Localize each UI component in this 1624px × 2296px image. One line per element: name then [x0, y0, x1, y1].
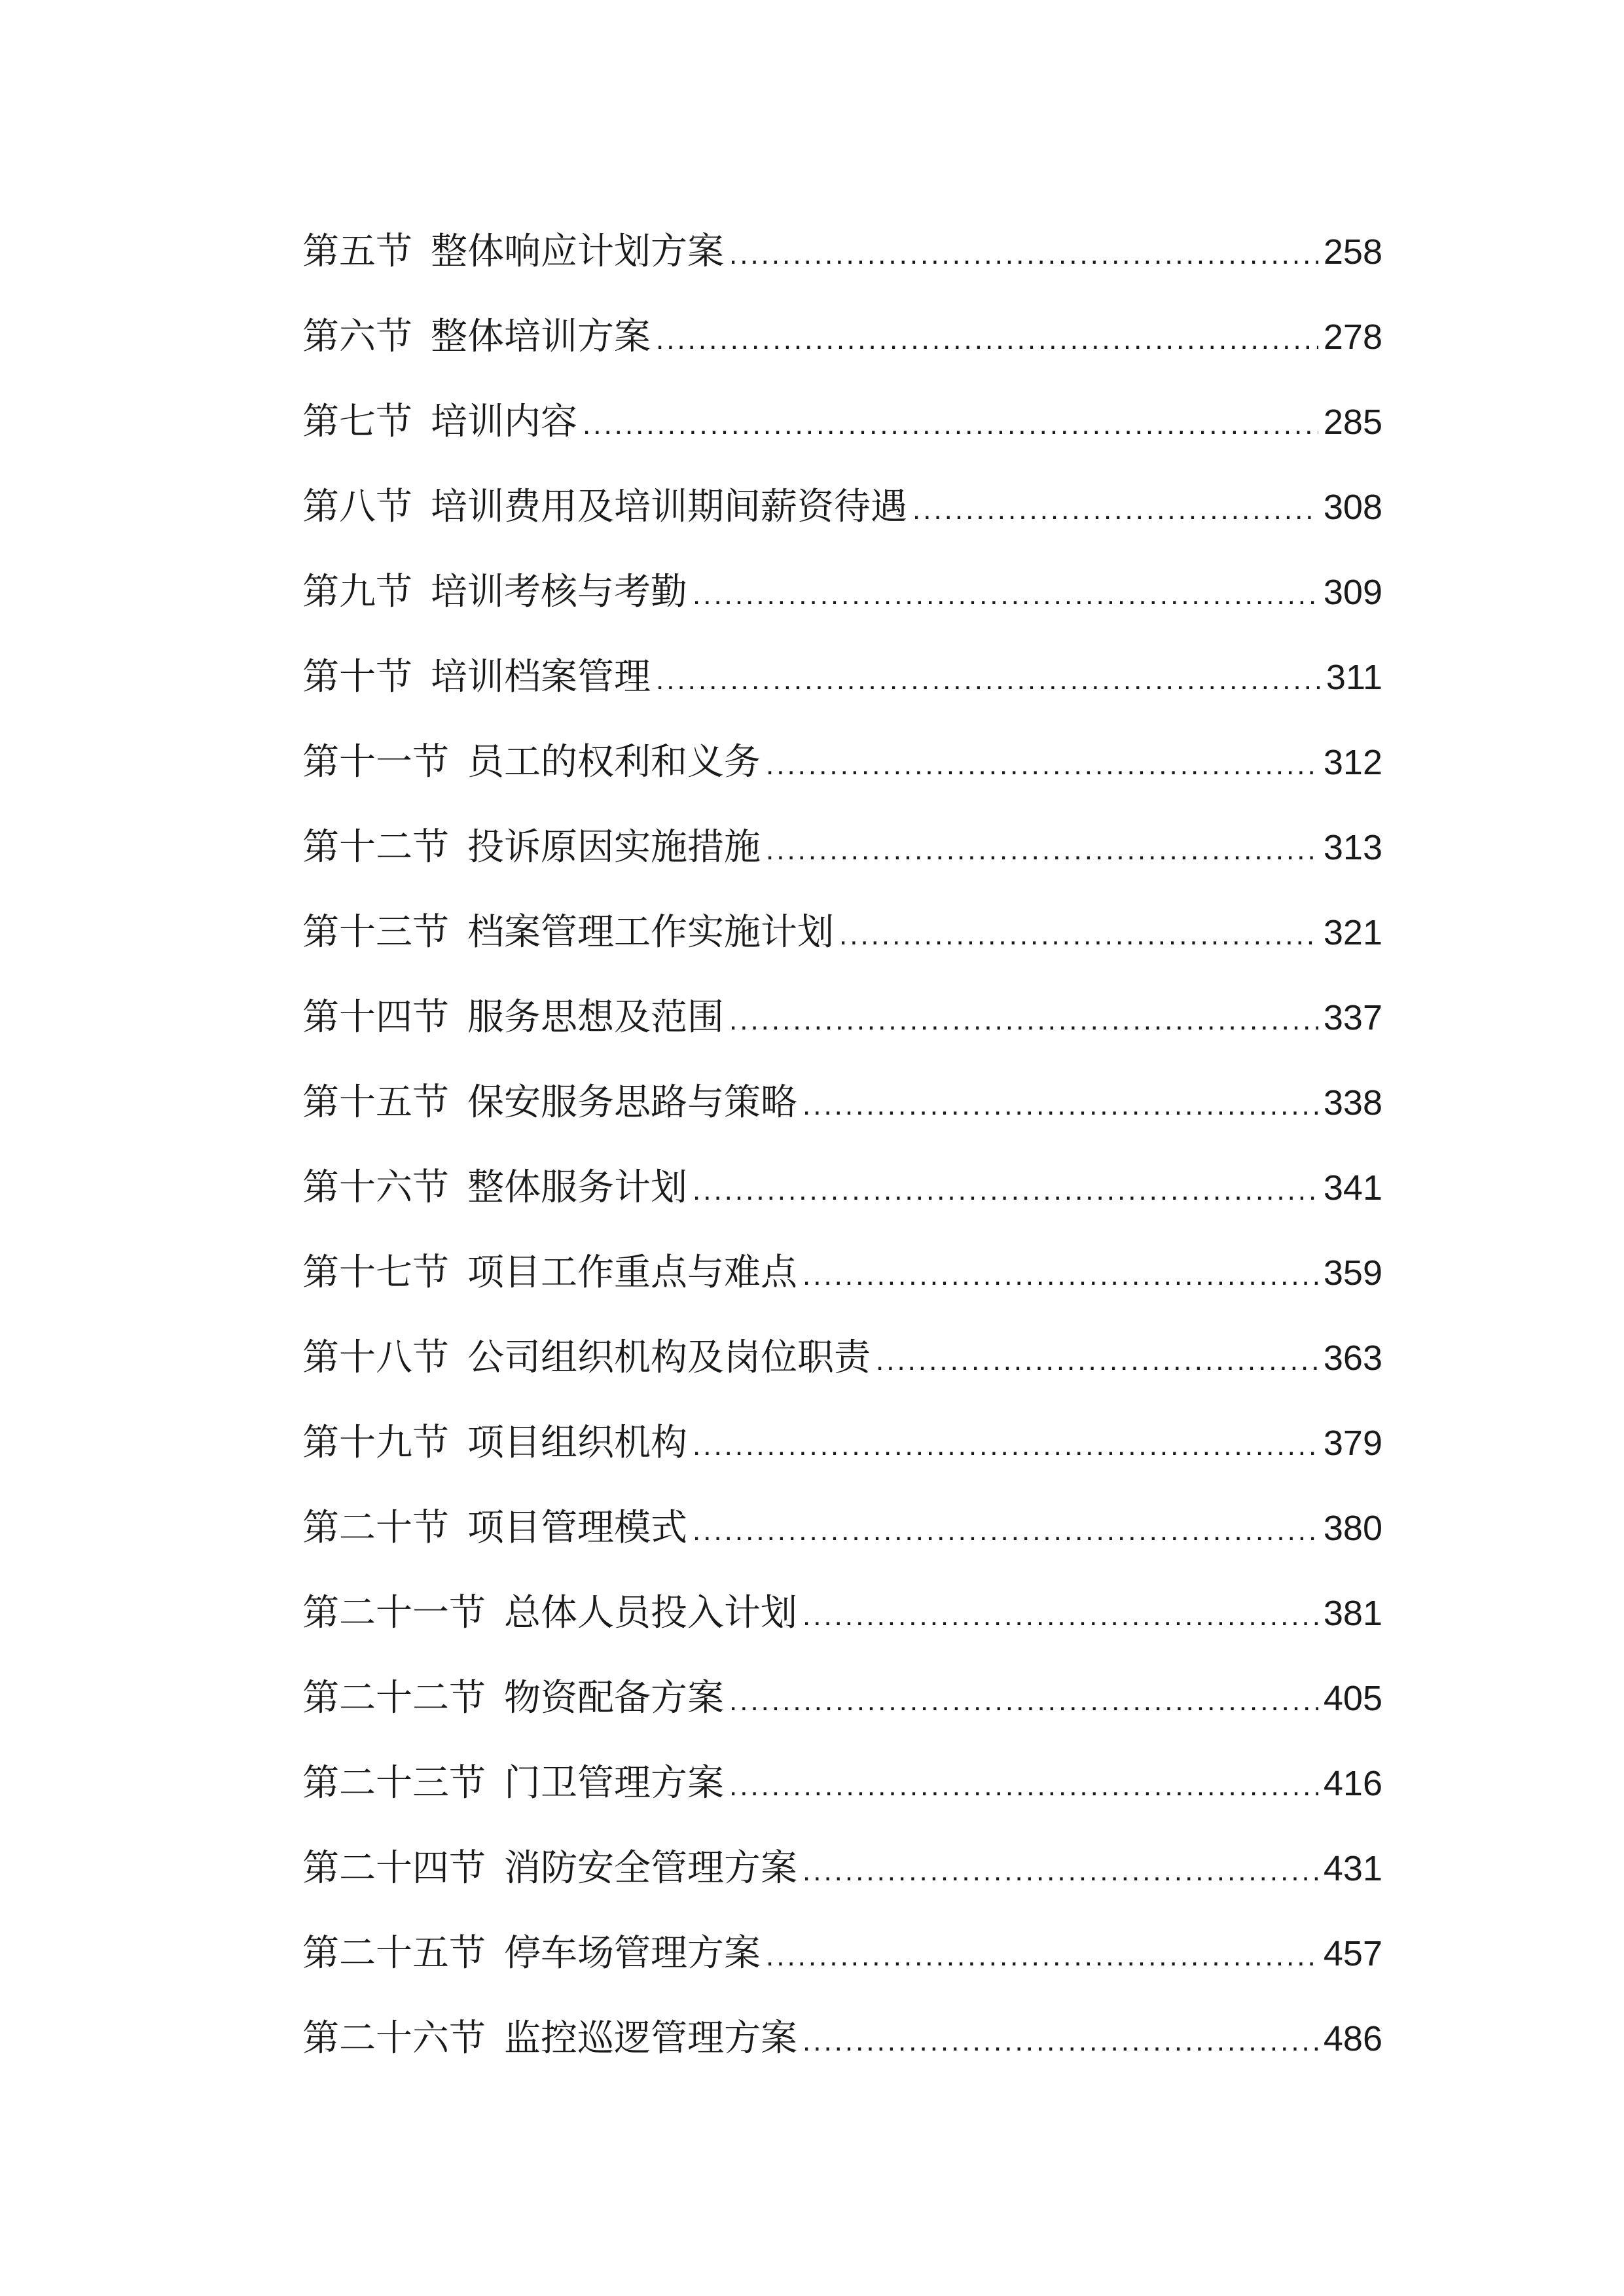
dot-leader	[803, 1573, 1318, 1659]
toc-entry[interactable]	[302, 1401, 1382, 1486]
dot-leader	[729, 1659, 1318, 1744]
toc-entry[interactable]	[302, 635, 1382, 720]
toc-entry-title: 培训内容	[431, 401, 577, 443]
dot-leader	[583, 382, 1318, 467]
dot-leader	[766, 808, 1318, 893]
toc-entry[interactable]	[302, 465, 1382, 550]
toc-entry-title: 项目工作重点与难点	[467, 1251, 797, 1294]
toc-section-number: 第二十节	[302, 1507, 449, 1549]
toc-section-number: 第二十一节	[302, 1592, 486, 1634]
toc-section-number: 第六节	[302, 315, 412, 358]
toc-page-number: 285	[1323, 403, 1382, 442]
toc-page-number: 379	[1323, 1424, 1382, 1463]
toc-entry-title: 监控巡逻管理方案	[504, 2017, 797, 2060]
toc-page-number: 486	[1323, 2019, 1382, 2058]
toc-entry-title: 培训档案管理	[431, 656, 651, 698]
toc-entry[interactable]	[302, 1826, 1382, 1911]
toc-entry[interactable]	[302, 1571, 1382, 1656]
toc-entry[interactable]	[302, 1060, 1382, 1145]
toc-section-number: 第二十六节	[302, 2017, 486, 2060]
toc-entry[interactable]	[302, 1996, 1382, 2081]
dot-leader	[912, 467, 1318, 552]
dot-leader	[876, 1318, 1318, 1403]
toc-page-number: 309	[1323, 573, 1382, 612]
toc-section-number: 第十七节	[302, 1251, 449, 1294]
toc-entry[interactable]	[302, 975, 1382, 1060]
toc-page-number: 431	[1323, 1849, 1382, 1888]
dot-leader	[656, 297, 1318, 382]
toc-page-number: 341	[1323, 1168, 1382, 1208]
dot-leader	[729, 1744, 1318, 1829]
toc-entry-title: 物资配备方案	[504, 1677, 724, 1719]
toc-entry-title: 档案管理工作实施计划	[467, 911, 834, 954]
dot-leader	[766, 1914, 1318, 1999]
toc-page-number: 321	[1323, 913, 1382, 952]
dot-leader	[803, 1233, 1318, 1318]
dot-leader	[693, 1148, 1318, 1233]
toc-entry[interactable]	[302, 209, 1382, 295]
toc-entry-title: 公司组织机构及岗位职责	[467, 1336, 871, 1379]
toc-page-number: 416	[1323, 1764, 1382, 1803]
toc-section-number: 第八节	[302, 486, 412, 528]
dot-leader	[803, 1829, 1318, 1914]
toc-section-number: 第九节	[302, 571, 412, 613]
toc-entry[interactable]	[302, 380, 1382, 465]
toc-entry-title: 保安服务思路与策略	[467, 1081, 797, 1124]
toc-page-number: 359	[1323, 1253, 1382, 1293]
toc-entry-title: 项目管理模式	[467, 1507, 687, 1549]
toc-section-number: 第十四节	[302, 996, 449, 1039]
toc-section-number: 第二十五节	[302, 1932, 486, 1975]
toc-entry-title: 项目组织机构	[467, 1422, 687, 1464]
toc-page-number: 380	[1323, 1509, 1382, 1548]
toc-section-number: 第十五节	[302, 1081, 449, 1124]
toc-entry[interactable]	[302, 1911, 1382, 1996]
toc-entry-title: 服务思想及范围	[467, 996, 724, 1039]
toc-page-number: 338	[1323, 1083, 1382, 1122]
toc-page-number: 258	[1323, 232, 1382, 272]
toc-entry[interactable]	[302, 295, 1382, 380]
dot-leader	[766, 723, 1318, 808]
toc-page-number: 363	[1323, 1338, 1382, 1378]
toc-entry[interactable]	[302, 720, 1382, 805]
toc-entry-title: 停车场管理方案	[504, 1932, 761, 1975]
dot-leader	[693, 1488, 1318, 1573]
toc-section-number: 第五节	[302, 230, 412, 273]
toc-entry[interactable]	[302, 1656, 1382, 1741]
toc-entry-title: 员工的权利和义务	[467, 741, 761, 783]
toc-page-number: 313	[1323, 828, 1382, 867]
toc-entry-title: 消防安全管理方案	[504, 1847, 797, 1890]
toc-entry-title: 整体响应计划方案	[431, 230, 724, 273]
toc-section-number: 第十一节	[302, 741, 449, 783]
toc-section-number: 第十节	[302, 656, 412, 698]
toc-section-number: 第二十四节	[302, 1847, 486, 1890]
toc-entry-title: 总体人员投入计划	[504, 1592, 797, 1634]
toc-entry[interactable]	[302, 1230, 1382, 1316]
toc-section-number: 第十八节	[302, 1336, 449, 1379]
toc-entry-title: 培训考核与考勤	[431, 571, 687, 613]
table-of-contents	[302, 209, 1382, 2081]
toc-page-number: 278	[1323, 317, 1382, 357]
toc-entry-title: 整体培训方案	[431, 315, 651, 358]
toc-section-number: 第十六节	[302, 1166, 449, 1209]
toc-section-number: 第十二节	[302, 826, 449, 869]
toc-entry[interactable]	[302, 1316, 1382, 1401]
dot-leader	[839, 893, 1318, 978]
toc-page-number: 457	[1323, 1934, 1382, 1973]
toc-page-number: 337	[1323, 998, 1382, 1037]
toc-entry-title: 投诉原因实施措施	[467, 826, 761, 869]
toc-entry[interactable]	[302, 1741, 1382, 1826]
toc-page-number: 308	[1323, 488, 1382, 527]
toc-entry-title: 整体服务计划	[467, 1166, 687, 1209]
toc-page-number: 381	[1323, 1594, 1382, 1633]
toc-page-number: 405	[1323, 1679, 1382, 1718]
toc-section-number: 第二十三节	[302, 1762, 486, 1804]
toc-page-number: 311	[1326, 658, 1382, 697]
dot-leader	[729, 978, 1318, 1063]
dot-leader	[693, 1403, 1318, 1488]
toc-entry[interactable]	[302, 805, 1382, 890]
toc-section-number: 第二十二节	[302, 1677, 486, 1719]
toc-entry[interactable]	[302, 550, 1382, 635]
dot-leader	[803, 1999, 1318, 2084]
dot-leader	[693, 552, 1318, 637]
toc-entry[interactable]	[302, 1145, 1382, 1230]
toc-page-number: 312	[1323, 743, 1382, 782]
toc-section-number: 第十九节	[302, 1422, 449, 1464]
toc-entry[interactable]	[302, 890, 1382, 975]
dot-leader	[729, 212, 1318, 297]
dot-leader	[656, 637, 1321, 723]
toc-entry[interactable]	[302, 1486, 1382, 1571]
toc-section-number: 第十三节	[302, 911, 449, 954]
toc-entry-title: 培训费用及培训期间薪资待遇	[431, 486, 907, 528]
toc-section-number: 第七节	[302, 401, 412, 443]
toc-entry-title: 门卫管理方案	[504, 1762, 724, 1804]
dot-leader	[803, 1063, 1318, 1148]
